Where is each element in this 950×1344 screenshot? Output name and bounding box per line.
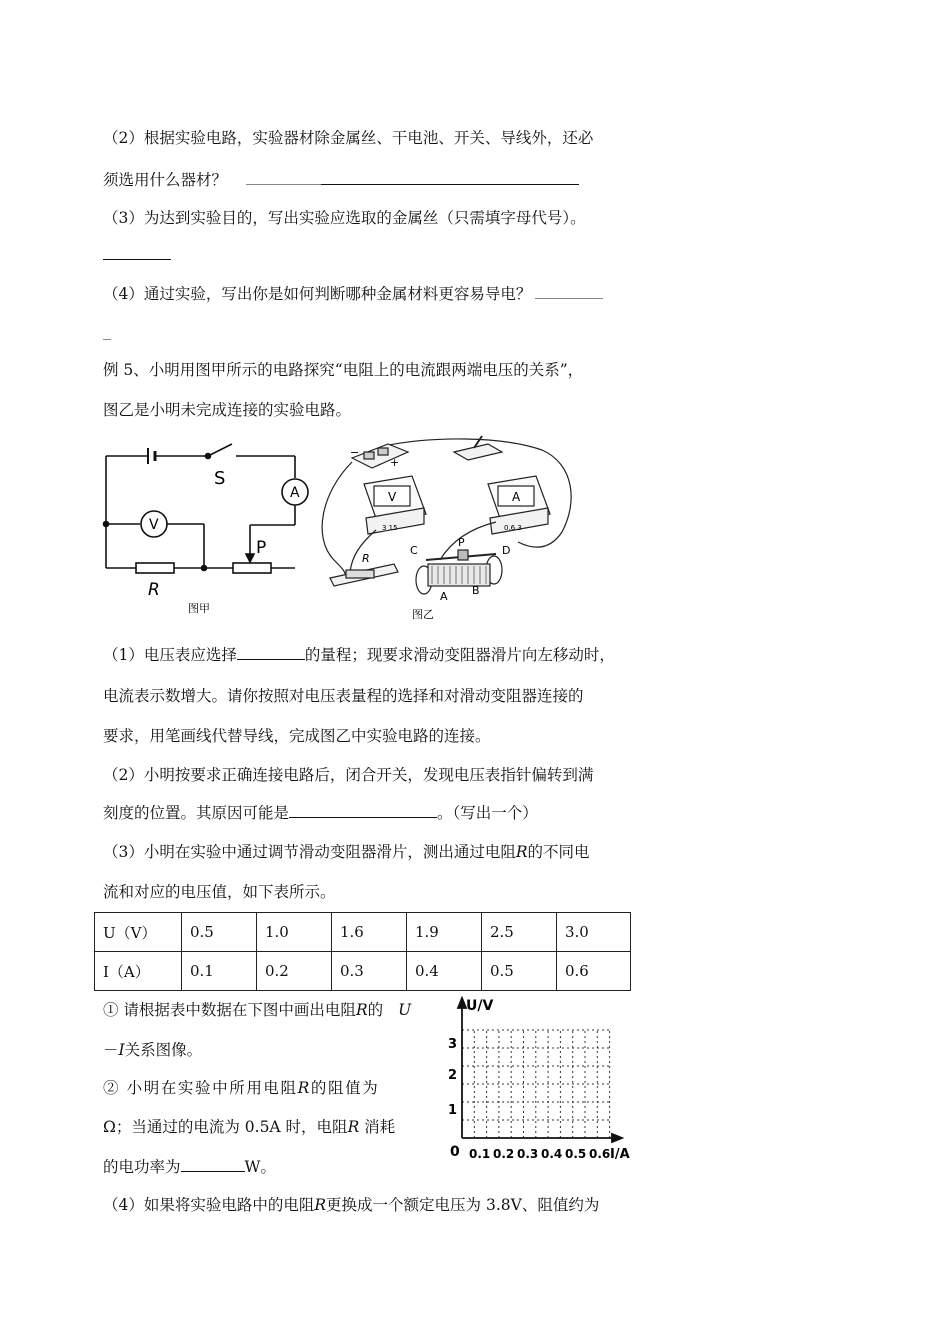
sub2-text-c: Ω；当通过的电流为 0.5A 时，电阻 [103,1118,348,1136]
y-tick-label: 2 [448,1068,458,1083]
table-cell: 0.4 [407,952,482,991]
y-axis-label: U/V [466,998,494,1014]
part2-reason-blank[interactable] [289,803,437,818]
q3-line-2 [103,245,171,265]
q3-line-1: （3）为达到实验目的，写出实验应选取的金属丝（只需填字母代号）。 [103,209,586,227]
ex5-line-2: 图乙是小明未完成连接的实验电路。 [103,401,352,419]
sub2-r-symbol: R [297,1079,311,1097]
resistor-label: R [148,580,160,600]
table-cell: 3.0 [557,913,631,952]
part3-line-2: 流和对应的电压值，如下表所示。 [103,883,336,901]
terminal-p-label: P [458,536,465,549]
table-cell: 2.5 [482,913,557,952]
q4-line-2 [103,325,111,345]
sub1-line-2 [103,1040,202,1060]
part4-r-symbol: R [314,1196,327,1214]
table-cell: 1.9 [407,913,482,952]
part1-line-2: 电流表示数增大。请你按照对电压表量程的选择和对滑动变阻器连接的 [103,687,584,705]
sub1-i-symbol: I [118,1041,125,1059]
ammeter-scale-label: 0.6 3 [504,524,522,532]
ex5-line-1: 例 5、小明用图甲所示的电路探究“电阻上的电流跟两端电压的关系”， [103,361,584,379]
sub1-text-a: ① 请根据表中数据在下图中画出电阻 [103,1001,356,1019]
slider-label: P [256,538,267,558]
terminal-b-label: B [472,584,480,597]
part2-line-2 [103,803,538,823]
sub2-line-3 [103,1157,276,1177]
q4-text: （4）通过实验，写出你是如何判断哪种金属材料更容易导电？ [103,285,532,303]
part1-line-3: 要求，用笔画线代替导线，完成图乙中实验电路的连接。 [103,727,491,745]
sub1-r-symbol: R [355,1001,368,1019]
part3-text-a: （3）小明在实验中通过调节滑动变阻器滑片，测出通过电阻 [103,843,516,861]
x-tick-label: 0.1 [469,1147,491,1161]
part4-text-a: （4）如果将实验电路中的电阻 [103,1196,315,1214]
voltmeter-scale-label: 3 15 [382,524,398,532]
q2-answer-blank-b[interactable] [321,170,579,185]
table-cell: 0.5 [482,952,557,991]
q2-answer-blank-a[interactable] [246,170,321,185]
table-cell: 1.6 [332,913,407,952]
sub2-r-symbol-2: R [347,1118,360,1136]
switch-label: S [214,468,226,489]
table-cell: 0.6 [557,952,631,991]
sub2-text-b: 的阻值为 [310,1079,380,1097]
table-row [95,952,631,991]
figure-b-caption: 图乙 [412,608,434,621]
x-tick-label: 0.6 [589,1147,611,1161]
sub2-text-e: 的电功率为 [103,1158,181,1176]
part1-text-b: 的量程；现要求滑动变阻器滑片向左移动时， [304,646,615,664]
part3-line-1 [103,842,590,862]
terminal-c-label: C [410,544,418,557]
ui-graph [440,996,640,1170]
x-tick-label: 0.2 [493,1147,515,1161]
q2-text: 须选用什么器材？ [103,171,228,189]
part1-line-1 [103,645,615,665]
part1-text-a: （1）电压表应选择 [103,646,237,664]
q4-answer-blank-2[interactable] [103,325,111,340]
sub2-power-blank[interactable] [181,1157,245,1172]
sub1-text-b: 的 [367,1001,384,1019]
voltmeter-face-label: V [388,490,397,504]
sub2-text-d: 消耗 [359,1118,396,1136]
table-cell: 0.1 [182,952,257,991]
sub1-u-symbol: U [398,1001,412,1019]
sub1-line-1 [103,1000,411,1020]
x-tick-label: 0.5 [565,1147,587,1161]
sub2-text-a: ② 小明在实验中所用电阻 [103,1079,298,1097]
battery-minus-label: − [350,446,360,459]
part2-text-a: 刻度的位置。其原因可能是 [103,804,290,822]
part2-line-1: （2）小明按要求正确连接电路后，闭合开关，发现电压表指针偏转到满 [103,766,594,784]
table-cell: 0.2 [257,952,332,991]
origin-label: 0 [450,1144,460,1160]
x-axis-label: I/A [610,1147,630,1162]
figure-b-apparatus [312,432,584,624]
table-cell: I（A） [95,952,182,991]
part1-range-blank[interactable] [237,645,305,660]
q2-line-2 [103,170,579,190]
part4-text-b: 更换成一个额定电压为 3.8V、阻值约为 [326,1196,600,1214]
terminal-d-label: D [502,544,511,557]
sub1-text-c: 关系图像。 [124,1041,203,1059]
sub2-line-1 [103,1078,379,1098]
part2-text-b: 。（写出一个） [437,804,538,822]
table-cell: 1.0 [257,913,332,952]
sub2-line-2 [103,1117,395,1137]
data-table [94,912,631,991]
part4-line-1 [103,1195,599,1215]
ui-graph-svg [440,996,640,1166]
table-cell: 0.3 [332,952,407,991]
part3-text-b: 的不同电 [527,843,590,861]
terminal-a-label: A [440,590,448,603]
figure-a-caption: 图甲 [188,602,210,615]
part3-r-symbol: R [515,843,528,861]
resistor-board-label: R [362,552,370,565]
ammeter-label: A [290,485,300,501]
voltmeter-label: V [149,517,159,533]
q2-line-1: （2）根据实验电路，实验器材除金属丝、干电池、开关、导线外，还必 [103,129,594,147]
q3-answer-blank[interactable] [103,245,171,260]
ammeter-face-label: A [512,490,521,504]
sub2-text-f: W。 [244,1158,276,1176]
battery-plus-label: + [390,456,400,469]
sub1-dash: － [103,1041,119,1059]
table-cell: U（V） [95,913,182,952]
y-tick-label: 3 [448,1037,458,1052]
table-cell: 0.5 [182,913,257,952]
table-row [95,913,631,952]
x-tick-label: 0.3 [517,1147,539,1161]
figure-a-schematic [100,440,310,620]
q4-line-1 [103,284,603,304]
x-tick-label: 0.4 [541,1147,563,1161]
y-tick-label: 1 [448,1103,458,1118]
q4-answer-blank[interactable] [535,284,603,299]
